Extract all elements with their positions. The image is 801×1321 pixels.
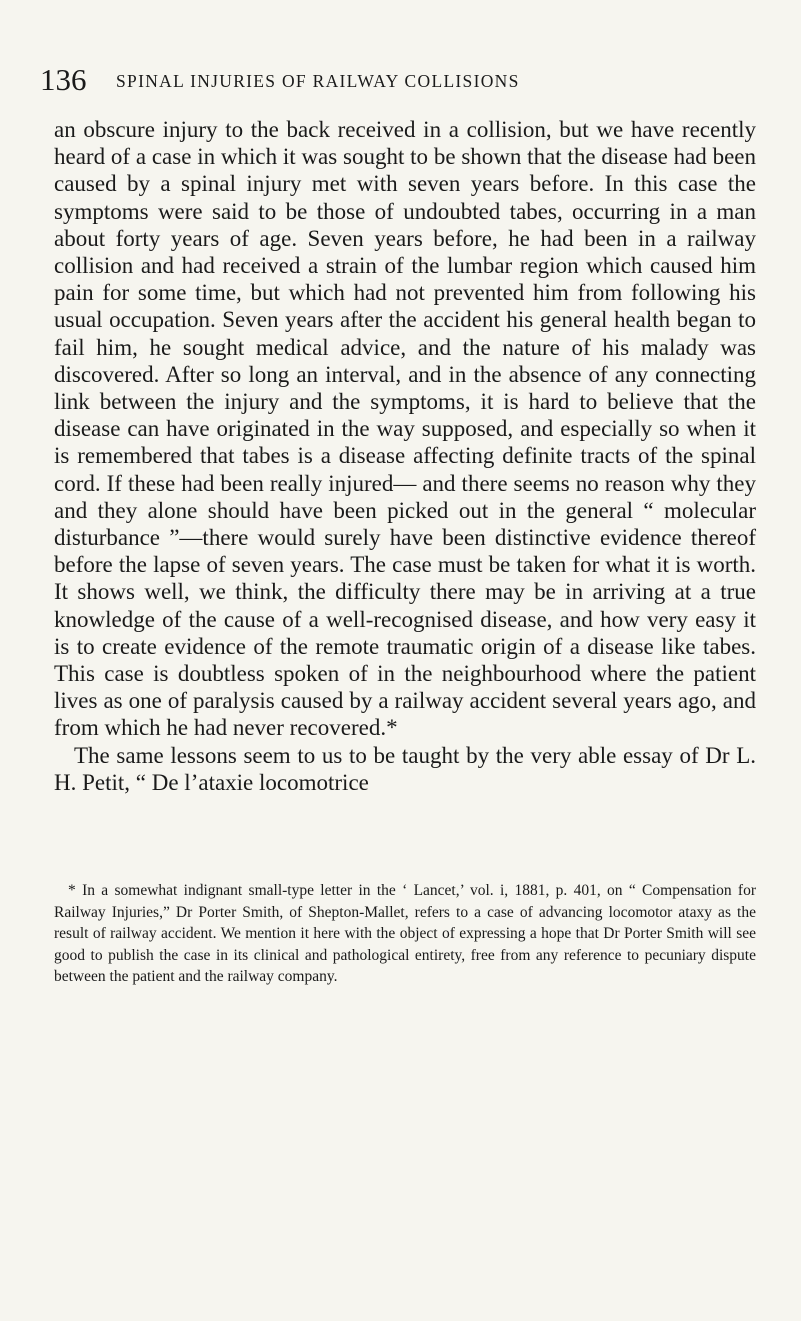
paragraph-2: The same lessons seem to us to be taught by the very able essay of Dr L. H. Petit, “ De l’ataxie locomotrice xyxy=(54,742,756,795)
main-text xyxy=(54,116,756,796)
footnote-paragraph xyxy=(54,880,756,988)
paragraph-1 xyxy=(54,116,756,742)
page-number: 136 xyxy=(40,62,87,97)
running-head xyxy=(40,60,756,100)
footnote-marker: * xyxy=(68,882,76,899)
paragraph-1-text: an obscure injury to the back received in a collision, but we have recently heard of a case in which it was sought to be shown that the disease had been caused by a spinal injury met with seven years before. In this case the symptoms were said to be those of undoubted tabes, occurring in a man about forty years of age. Seven years before, he had been in a railway collision and had received a strain of the lumbar region which caused him pain for some time, but which had not prevented him from following his usual occupation. Seven years after the accident his general health began to fail him, he sought medical advice, and the nature of his malady was discovered. After so long an interval, and in the absence of any connecting link between the injury and the symptoms, it is hard to believe that the disease can have originated in the way supposed, and especially so when it is remembered that tabes is a disease affecting definite tracts of the spinal cord. If these had been really injured— and there seems no reason why they and they alone should have been picked out in the general “ molecular disturbance ”—there would surely have been distinctive evidence thereof before the lapse of seven years. The case must be taken for what it is worth. It shows well, we think, the difficulty there may be in arriving at a true knowledge of the cause of a well-recognised disease, and how very easy it is to create evidence of the remote traumatic origin of a disease like tabes. This case is doubtless spoken of in the neighbourhood where the patient lives as one of paralysis caused by a railway accident several years ago, and from which he had never recovered. xyxy=(54,117,756,741)
running-title: SPINAL INJURIES OF RAILWAY COLLISIONS xyxy=(116,71,520,91)
footnote xyxy=(54,880,756,988)
footnote-text: In a somewhat indignant small-type letter in the ‘ Lancet,’ vol. i, 1881, p. 401, on “ Compensation for Railway Injuries,” Dr Porter Smith, of Shepton-Mallet, refers to a case of advancing locomotor ataxy as the result of railway accident. We mention it here with the object of expressing a hope that Dr Porter Smith will see good to publish the case in its clinical and pathological entirety, free from any reference to pecuniary dispute between the patient and the railway company. xyxy=(54,882,757,985)
footnote-reference: * xyxy=(386,715,398,741)
